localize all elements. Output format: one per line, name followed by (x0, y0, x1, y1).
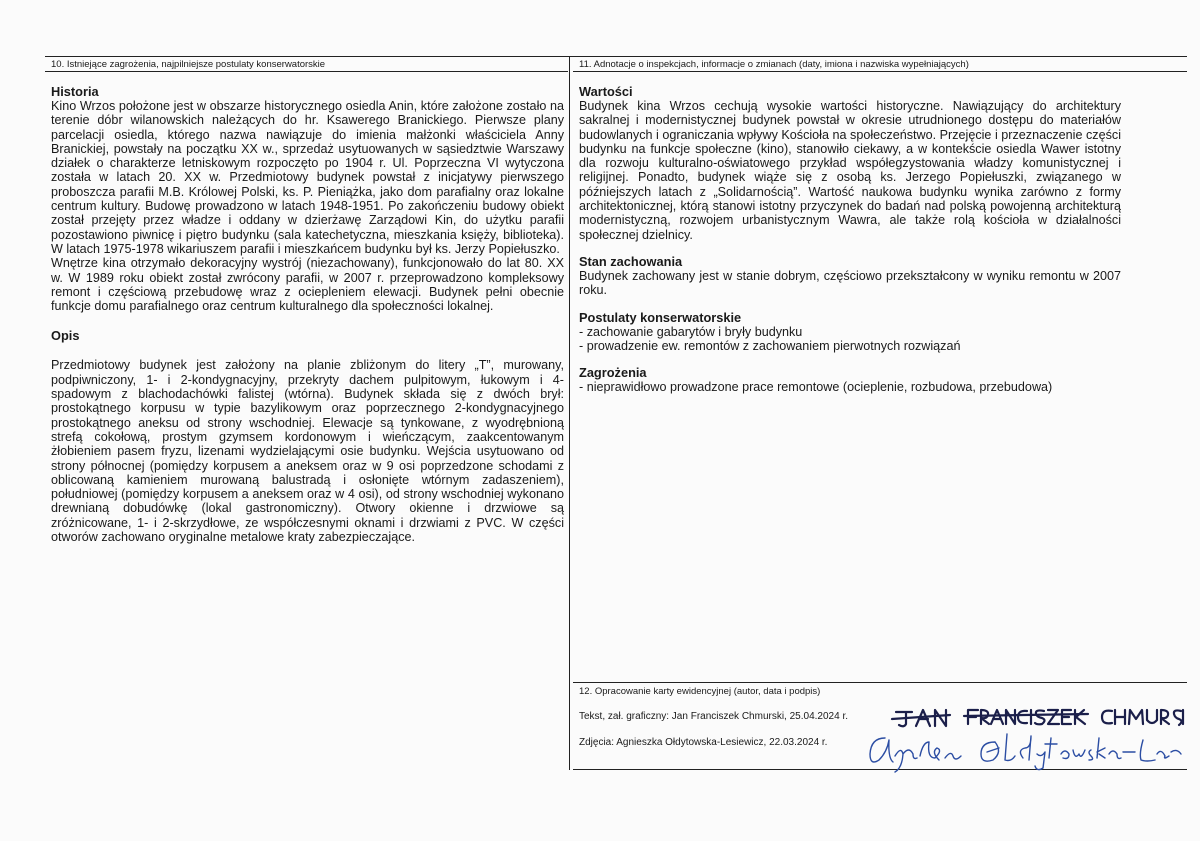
footer-section-header: 12. Opracowanie karty ewidencyjnej (autor, data i podpis) (579, 686, 821, 697)
wartosci-paragraph: Budynek kina Wrzos cechują wysokie wartości historyczne. Nawiązujący do architektury sakralnej i modernistycznej budynek powstał w okresie utrudnionego dostępu do materiałów budowlanych i ograniczania wpływy Kościoła na społeczeństwo. Przejęcie i przeznaczenie części budynku na funkcje społeczne (kino), stanowiło ciekawy, a w kontekście osiedla Wawer istotny dla rozwoju kulturalno-oświatowego przykład współegzystowania władzy komunistycznej i religijnej. Ponadto, budynek wiąże się z osobą ks. Jerzego Popiełuszki, związanego w późniejszych latach z „Solidarnością”. Wartość naukowa budynku wynika zarówno z formy architektonicznej, którą stanowi istotny przyczynek do badań nad polską powojenną architekturą modernistyczną, rozwojem urbanistycznym Wawra, ale także rolą kościoła w działalności społecznej dzielnicy. (579, 99, 1121, 242)
right-header-divider (573, 71, 1187, 72)
stan-paragraph: Budynek zachowany jest w stanie dobrym, częściowo przekształcony w wyniku remontu w 2007 roku. (579, 268, 1121, 298)
right-column (579, 84, 1121, 394)
zagrozenia-heading: Zagrożenia (579, 365, 647, 381)
left-column (51, 84, 564, 544)
column-divider (569, 56, 570, 770)
postulaty-item: - prowadzenie ew. remontów z zachowaniem pierwotnych rozwiązań (579, 338, 961, 353)
left-section-header: 10. Istniejące zagrożenia, najpilniejsze postulaty konserwatorskie (51, 59, 326, 70)
postulaty-list (579, 325, 1121, 354)
opis-heading: Opis (51, 328, 80, 344)
right-section-header: 11. Adnotacje o inspekcjach, informacje o zmianach (daty, imiona i nazwiska wypełniających) (579, 59, 969, 70)
left-header-divider (45, 71, 568, 72)
top-border (45, 56, 1187, 57)
stan-heading: Stan zachowania (579, 253, 683, 269)
historia-paragraph-2: Wnętrze kina otrzymało dekoracyjny wystrój (niezachowany), funkcjonowało do lat 80. XX w. W 1989 roku obiekt został zwrócony parafii, w 2007 r. przeprowadzono kompleksowy remont i częściową przebudowę wraz z ociepleniem elewacji. Budynek pełni obecnie funkcje domu parafialnego oraz centrum kulturalnego dla społeczności lokalnej. (51, 256, 564, 314)
opis-paragraph: Przedmiotowy budynek jest założony na planie zbliżonym do litery „T”, murowany, podpiwniczony, 1- i 2-kondygnacyjny, przekryty dachem pulpitowym, łukowym i 4-spadowym z blachodachówki falistej (wtórna). Budynek składa się z dwóch brył: prostokątnego korpusu w typie bazylikowym oraz poprzecznego 2-kondygnacyjnego prostokątnego aneksu od strony wschodniej. Elewacje są tynkowane, z wyodrębnioną strefą cokołową, prostym gzymsem kordonowym i wieńczącym, zaakcentowanym żłobieniem pasem fryzu, lizenami wydzielającymi osie budynku. Wejścia usytuowano od strony północnej (pomiędzy korpusem a aneksem oraz w 9 osi poprzedzone schodami z oblicowaną kamieniem murowaną balustradą i osłonięte wtórnym zadaszeniem), południowej (pomiędzy korpusem a aneksem oraz w 4 osi), od strony wschodniej wykonano drewnianą dobudówkę (lokal gastronomiczny). Otwory okienne i drzwiowe są zróżnicowane, 1- i 2-skrzydłowe, ze współczesnymi oknami i drzwiami z PVC. W części otworów zachowano oryginalne metalowe kraty zabezpieczające. (51, 358, 564, 545)
historia-paragraph-1: Kino Wrzos położone jest w obszarze historycznego osiedla Anin, które założone zostało na terenie dóbr wilanowskich należących do hr. Ksawerego Branickiego. Pierwsze plany parcelacji osiedla, którego nazwa nawiązuje do imienia małżonki właściciela Anny Branickiej, powstały na początku XX w., sprzedaż usytuowanych w sąsiedztwie Warszawy działek o charakterze letniskowym rozpoczęto po 1904 r. Ul. Poprzeczna VI wytyczona została w latach 20. XX w. Przedmiotowy budynek powstał z inicjatywy pierwszego proboszcza parafii M.B. Królowej Polski, ks. P. Pieniążka, jako dom parafialny oraz lokalne centrum kultury. Budowę prowadzono w latach 1948-1951. Po zakończeniu budowy obiekt został przejęty przez władze i oddany w dzierżawę Zarządowi Kin, do użytku parafii pozostawiono piwnicę i piętro budynku (sala katechetyczna, mieszkania księży, biblioteka). W latach 1975-1978 wikariuszem parafii i mieszkańcem budynku był ks. Jerzy Popiełuszko. (51, 99, 564, 256)
wartosci-heading: Wartości (579, 84, 633, 99)
zagrozenia-list (579, 380, 1121, 394)
postulaty-item: - zachowanie gabarytów i bryły budynku (579, 324, 803, 339)
postulaty-heading: Postulaty konserwatorskie (579, 309, 742, 325)
historia-heading: Historia (51, 84, 99, 99)
signature-oldytowska (865, 728, 1185, 774)
zagrozenia-item: - nieprawidłowo prowadzone prace remontowe (ocieplenie, rozbudowa, przebudowa) (579, 380, 1053, 395)
credit-text-author: Tekst, zał. graficzny: Jan Franciszek Chmurski, 25.04.2024 r. (579, 711, 848, 722)
footer-divider (573, 682, 1187, 683)
credit-photo-author: Zdjęcia: Agnieszka Ołdytowska-Lesiewicz, 22.03.2024 r. (579, 737, 828, 748)
